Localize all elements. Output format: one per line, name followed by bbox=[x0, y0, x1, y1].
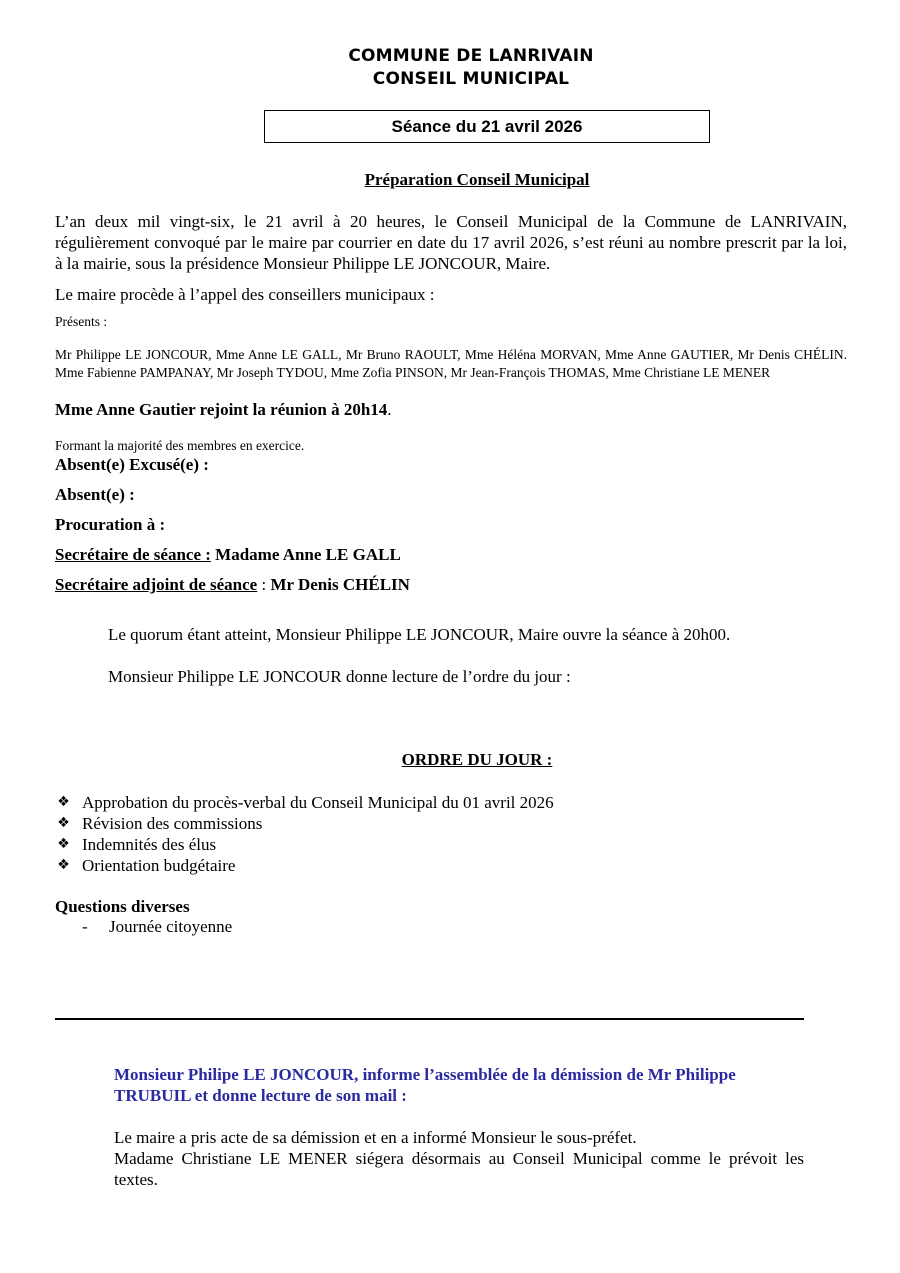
section-title: Préparation Conseil Municipal bbox=[364, 170, 590, 189]
late-arrival-note bbox=[55, 400, 392, 420]
seance-date-box: Séance du 21 avril 2026 bbox=[264, 110, 710, 143]
late-arrival-period: . bbox=[387, 400, 392, 419]
secretaire-adjoint-line bbox=[55, 575, 410, 595]
closing-line-2: Madame Christiane LE MENER siégera désormais au Conseil Municipal comme le prévoit les textes. bbox=[114, 1149, 804, 1189]
secretaire-line bbox=[55, 545, 401, 565]
four-diamond-bullet-icon: ❖ bbox=[57, 857, 70, 873]
appel-line: Le maire procède à l’appel des conseillers municipaux : bbox=[55, 285, 435, 304]
four-diamond-bullet-icon: ❖ bbox=[57, 794, 70, 810]
agenda-item-text: Indemnités des élus bbox=[82, 835, 217, 854]
agenda-item bbox=[55, 855, 554, 876]
absent-excuse-line: Absent(e) Excusé(e) : bbox=[55, 455, 209, 474]
secretaire-adjoint-separator: : bbox=[257, 575, 271, 594]
agenda-item bbox=[55, 792, 554, 813]
agenda-title: ORDRE DU JOUR : bbox=[401, 750, 553, 769]
agenda-item bbox=[55, 813, 554, 834]
late-arrival-text: Mme Anne Gautier rejoint la réunion à 20h14 bbox=[55, 400, 388, 419]
agenda-list bbox=[55, 792, 554, 876]
questions-title: Questions diverses bbox=[55, 897, 190, 916]
secretaire-adjoint-name: Mr Denis CHÉLIN bbox=[270, 575, 410, 594]
conseil-title: CONSEIL MUNICIPAL bbox=[372, 69, 570, 89]
procuration-line: Procuration à : bbox=[55, 515, 166, 534]
commune-title: COMMUNE DE LANRIVAIN bbox=[348, 46, 594, 66]
section-divider bbox=[55, 1018, 804, 1020]
lecture-line: Monsieur Philippe LE JONCOUR donne lecture de l’ordre du jour : bbox=[108, 667, 571, 686]
agenda-item-text: Approbation du procès-verbal du Conseil Municipal du 01 avril 2026 bbox=[82, 793, 554, 812]
agenda-item bbox=[55, 834, 554, 855]
resignation-announcement: Monsieur Philipe LE JONCOUR, informe l’assemblée de la démission de Mr Philippe TRUBUIL et donne lecture de son mail : bbox=[114, 1065, 736, 1105]
dash-marker: - bbox=[82, 917, 88, 936]
agenda-item-text: Orientation budgétaire bbox=[82, 856, 236, 875]
four-diamond-bullet-icon: ❖ bbox=[57, 836, 70, 852]
presents-list: Mr Philippe LE JONCOUR, Mme Anne LE GALL, Mr Bruno RAOULT, Mme Héléna MORVAN, Mme Anne GAUTIER, Mr Denis CHÉLIN. Mme Fabienne PAMPANAY, Mr Joseph TYDOU, Mme Zofia PINSON, Mr Jean-François THOMAS, Mme Christiane LE MENER bbox=[55, 347, 847, 380]
closing-line-1: Le maire a pris acte de sa démission et en a informé Monsieur le sous-préfet. bbox=[114, 1128, 637, 1147]
questions-item-text: Journée citoyenne bbox=[109, 917, 233, 936]
majorite-line: Formant la majorité des membres en exercice. bbox=[55, 438, 305, 453]
four-diamond-bullet-icon: ❖ bbox=[57, 815, 70, 831]
quorum-line: Le quorum étant atteint, Monsieur Philippe LE JONCOUR, Maire ouvre la séance à 20h00. bbox=[108, 625, 731, 644]
secretaire-label: Secrétaire de séance : bbox=[55, 545, 211, 564]
intro-paragraph: L’an deux mil vingt-six, le 21 avril à 20 heures, le Conseil Municipal de la Commune de LANRIVAIN, régulièrement convoqué par le maire par courrier en date du 17 avril 2026, s’est réuni au nombre prescrit par la loi, à la mairie, sous la présidence Monsieur Philippe LE JONCOUR, Maire. bbox=[55, 212, 847, 273]
secretaire-name: Madame Anne LE GALL bbox=[210, 545, 401, 564]
presents-label: Présents : bbox=[55, 314, 108, 329]
absent-line: Absent(e) : bbox=[55, 485, 135, 504]
secretaire-adjoint-label: Secrétaire adjoint de séance bbox=[55, 575, 258, 594]
agenda-item-text: Révision des commissions bbox=[82, 814, 263, 833]
questions-item bbox=[82, 917, 232, 937]
